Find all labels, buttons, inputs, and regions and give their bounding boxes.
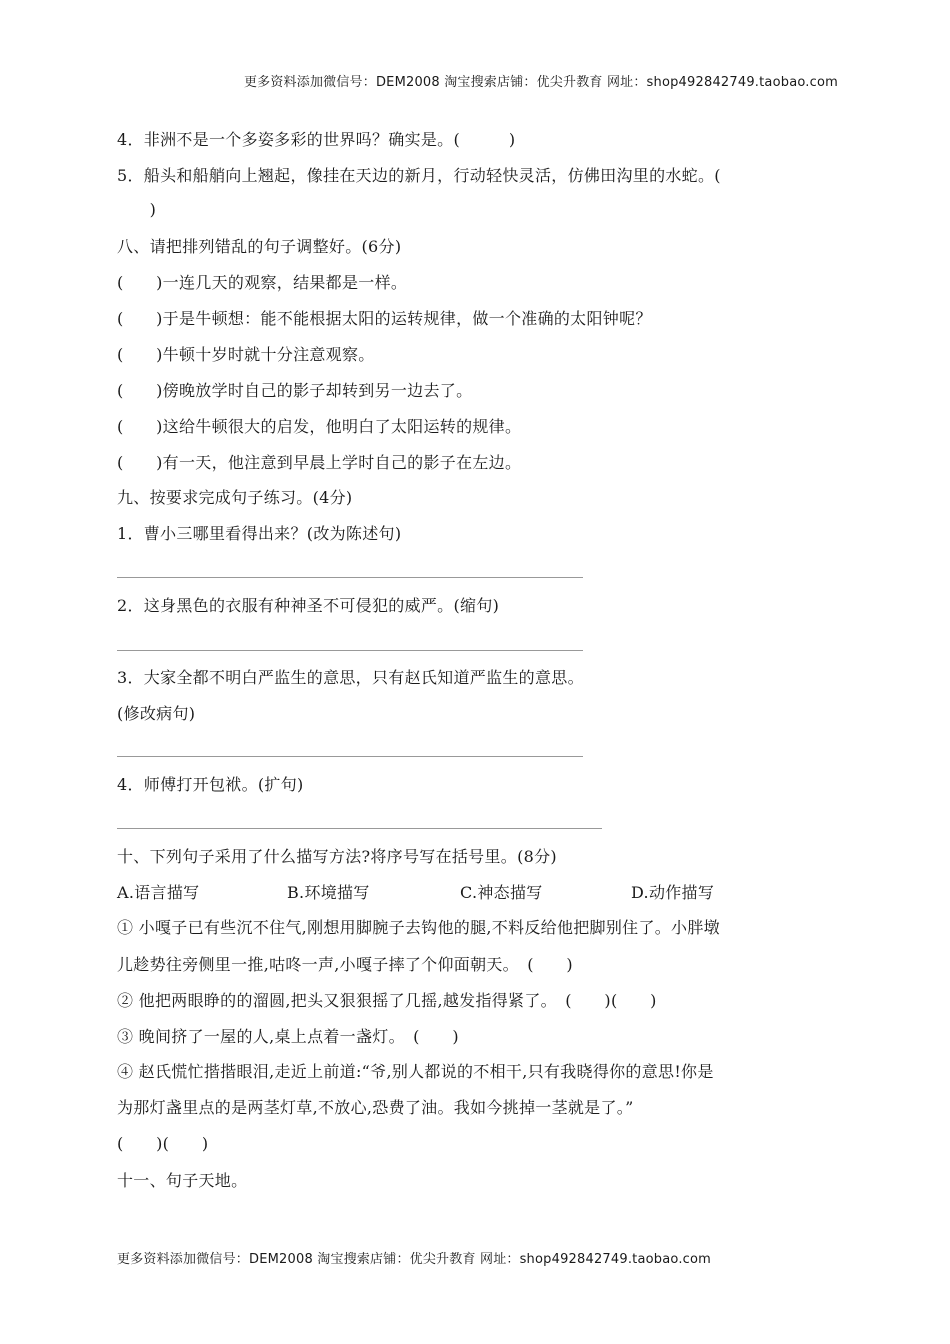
question-4-text: 4．非洲不是一个多姿多彩的世界吗？确实是。( )	[117, 130, 516, 149]
sentence-4-line-1: ④ 赵氏慌忙揩揩眼泪,走近上前道:“爷,别人都说的不相干,只有我晓得你的意思!你是	[117, 1062, 714, 1081]
section-10-title: 十、下列句子采用了什么描写方法?将序号写在括号里。(8分)	[117, 847, 557, 866]
section-9-question-2: 2．这身黑色的衣服有种神圣不可侵犯的威严。(缩句)	[117, 596, 500, 615]
answer-line-1[interactable]	[117, 577, 583, 578]
sentence-2: ② 他把两眼睁的的溜圆,把头又狠狠摇了几摇,越发指得紧了。 ( )( )	[117, 991, 657, 1010]
answer-line-3[interactable]	[117, 756, 583, 757]
sentence-1-line-2: 儿趁势往旁侧里一推,咕咚一声,小嘎子摔了个仰面朝天。 ( )	[117, 955, 573, 974]
section-8-line-6: ( )有一天，他注意到早晨上学时自己的影子在左边。	[117, 453, 522, 472]
section-8-line-2: ( )于是牛顿想：能不能根据太阳的运转规律，做一个准确的太阳钟呢？	[117, 309, 652, 328]
sentence-1-line-1: ① 小嘎子已有些沉不住气,刚想用脚腕子去钩他的腿,不料反给他把脚别住了。小胖墩	[117, 918, 720, 937]
section-10-options	[117, 883, 714, 903]
section-9-question-1: 1．曹小三哪里看得出来？(改为陈述句)	[117, 524, 402, 543]
option-a: A.语言描写	[117, 883, 200, 902]
page-header: 更多资料添加微信号：DEM2008 淘宝搜索店铺：优尖升教育 网址：shop492842749.taobao.com	[243, 75, 838, 90]
question-5-bracket: )	[117, 200, 157, 219]
sentence-3: ③ 晚间挤了一屋的人,桌上点着一盏灯。 ( )	[117, 1027, 459, 1046]
section-8-line-4: ( )傍晚放学时自己的影子却转到另一边去了。	[117, 381, 473, 400]
section-11-title: 十一、句子天地。	[117, 1171, 248, 1190]
answer-line-4[interactable]	[117, 828, 602, 829]
section-8-line-1: ( )一连几天的观察，结果都是一样。	[117, 273, 408, 292]
section-9-question-4: 4．师傅打开包袱。(扩句)	[117, 775, 304, 794]
answer-line-2[interactable]	[117, 650, 583, 651]
sentence-4-brackets: ( )( )	[117, 1134, 209, 1153]
section-8-line-3: ( )牛顿十岁时就十分注意观察。	[117, 345, 375, 364]
section-9-question-3: 3．大家全都不明白严监生的意思，只有赵氏知道严监生的意思。	[117, 668, 584, 687]
option-d: D.动作描写	[631, 883, 715, 902]
option-c: C.神态描写	[460, 883, 543, 902]
section-8-title: 八、请把排列错乱的句子调整好。(6分)	[117, 237, 402, 256]
section-9-title: 九、按要求完成句子练习。(4分)	[117, 488, 353, 507]
section-8-line-5: ( )这给牛顿很大的启发，他明白了太阳运转的规律。	[117, 417, 522, 436]
question-5-text: 5．船头和船艄向上翘起，像挂在天边的新月，行动轻快灵活，仿佛田沟里的水蛇。(	[117, 166, 721, 185]
option-b: B.环境描写	[287, 883, 370, 902]
sentence-4-line-2: 为那灯盏里点的是两茎灯草,不放心,恐费了油。我如今挑掉一茎就是了。”	[117, 1098, 634, 1117]
section-9-question-3-requirement: (修改病句)	[117, 704, 196, 723]
page-footer: 更多资料添加微信号：DEM2008 淘宝搜索店铺：优尖升教育 网址：shop492842749.taobao.com	[117, 1252, 712, 1267]
